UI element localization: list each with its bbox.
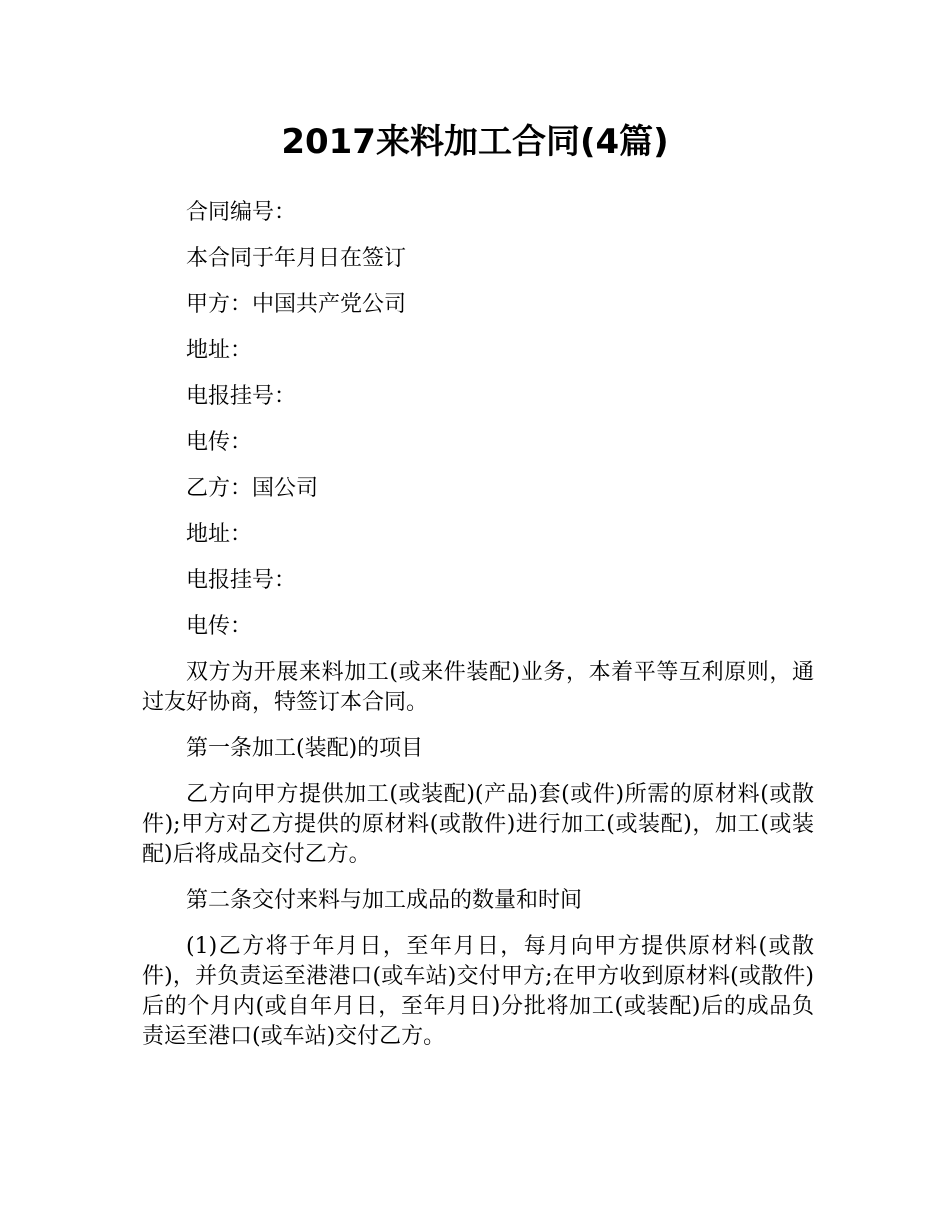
party-b-cable-line: 电报挂号： bbox=[186, 568, 297, 593]
document-body bbox=[142, 198, 814, 1068]
article-1-heading: 第一条加工(装配)的项目 bbox=[186, 736, 424, 761]
article-2-clause-1: (1)乙方将于年月日，至年月日，每月向甲方提供原材料(或散件)，并负责运至港港口(或车站)交付甲方;在甲方收到原材料(或散件)后的个月内(或自年月日，至年月日)分批将加工(或装配)后的成品负责运至港口(或车站)交付乙方。 bbox=[142, 934, 814, 1049]
party-a-line: 甲方：中国共产党公司 bbox=[186, 292, 407, 317]
signing-date-line: 本合同于年月日在签订 bbox=[186, 246, 407, 271]
article-2-heading: 第二条交付来料与加工成品的数量和时间 bbox=[186, 888, 583, 913]
document-title: 2017来料加工合同(4篇) bbox=[281, 122, 669, 162]
article-1-paragraph: 乙方向甲方提供加工(或装配)(产品)套(或件)所需的原材料(或散件);甲方对乙方提供的原材料(或散件)进行加工(或装配)，加工(或装配)后将成品交付乙方。 bbox=[142, 782, 814, 867]
party-b-address-line: 地址： bbox=[186, 522, 253, 547]
preamble-paragraph: 双方为开展来料加工(或来件装配)业务，本着平等互利原则，通过友好协商，特签订本合同。 bbox=[142, 660, 814, 715]
party-a-cable-line: 电报挂号： bbox=[186, 384, 297, 409]
contract-number-line: 合同编号： bbox=[186, 200, 297, 225]
party-b-line: 乙方：国公司 bbox=[186, 476, 319, 501]
party-b-telex-line: 电传： bbox=[186, 614, 253, 639]
party-a-telex-line: 电传： bbox=[186, 430, 253, 455]
party-a-address-line: 地址： bbox=[186, 338, 253, 363]
